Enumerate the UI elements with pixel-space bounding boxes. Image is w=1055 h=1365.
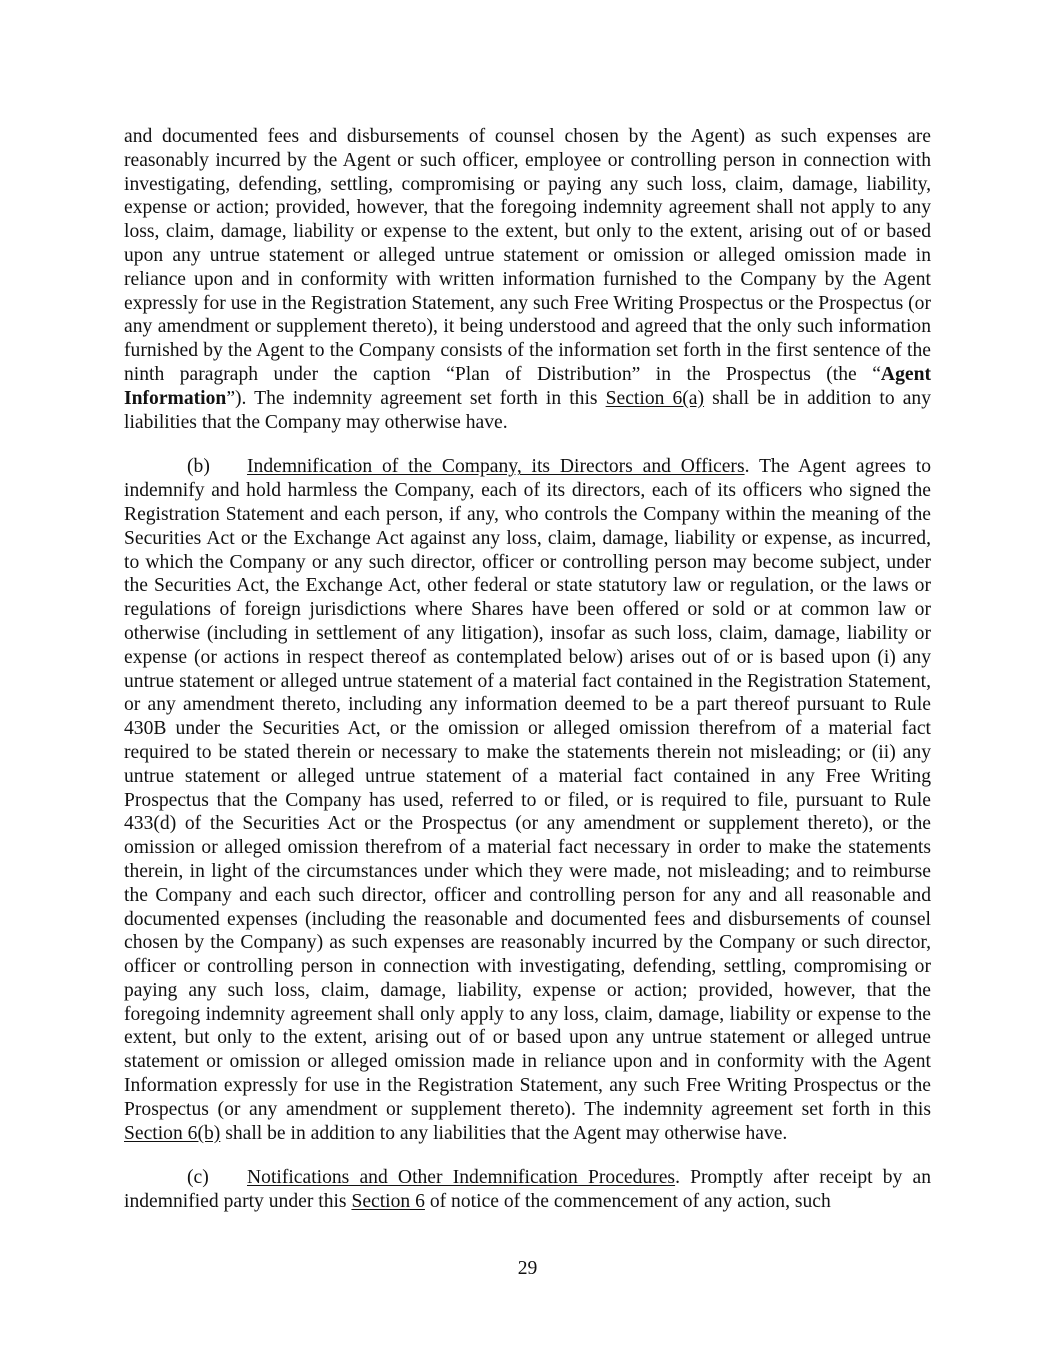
- document-body: [124, 125, 931, 1214]
- page-number: 29: [517, 1258, 538, 1279]
- paragraph-text: . The Agent agrees to indemnify and hold harmless the Company, each of its directors, each of its officers who signed the Registration Statement and each person, if any, who controls the Company within the meaning of the Securities Act or the Exchange Act against any loss, claim, damage, liability or expense, as incurred, to which the Company or any such director, officer or controlling person may become subject, under the Securities Act, the Exchange Act, other federal or state statutory law or regulation, or the laws or regulations of foreign jurisdictions where Shares have been offered or sold or at common law or otherwise (including in settlement of any litigation), insofar as such loss, claim, damage, liability or expense (or actions in respect thereof as contemplated below) arises out of or is based upon (i) any untrue statement or alleged untrue statement of a material fact contained in the Registration Statement, or any amendment thereto, including any information deemed to be a part thereof pursuant to Rule 430B under the Securities Act, or the omission or alleged omission therefrom of a material fact required to be stated therein or necessary to make the statements therein not misleading; or (ii) any untrue statement or alleged untrue statement of a material fact contained in any Free Writing Prospectus that the Company has used, referred to or filed, or is required to file, pursuant to Rule 433(d) of the Securities Act or the Prospectus (or any amendment or supplement thereto), or the omission or alleged omission therefrom of a material fact necessary in order to make the statements therein, in light of the circumstances under which they were made, not misleading; and to reimburse the Company and each such director, officer and controlling person for any and all reasonable and documented expenses (including the reasonable and documented fees and disbursements of counsel chosen by the Company) as such expenses are reasonably incurred by the Company or such director, officer or controlling person in connection with investigating, defending, settling, compromising or paying any such loss, claim, damage, liability, expense or action; provided, however, that the foregoing indemnity agreement shall only apply to any loss, claim, damage, liability or expense to the extent, but only to the extent, arising out of or based upon any untrue statement or alleged untrue statement or omission or alleged omission made in reliance upon and in conformity with the Agent Information expressly for use in the Registration Statement, any such Free Writing Prospectus or the Prospectus (or any amendment or supplement thereto). The indemnity agreement set forth in this: [124, 456, 931, 1120]
- paragraph-text: shall be in addition to any liabilities that the Agent may otherwise have.: [220, 1122, 788, 1144]
- paragraph-b: [124, 455, 931, 1145]
- section-reference-6b[interactable]: Section 6(b): [124, 1122, 221, 1144]
- paragraph-label-c: (c): [187, 1167, 209, 1189]
- paragraph-text: shall be in addition to any liabilities that the Company may otherwise have.: [124, 387, 931, 433]
- paragraph-text: ”). The indemnity agreement set forth in this: [226, 387, 606, 409]
- paragraph-heading-c: Notifications and Other Indemnification Procedures: [247, 1167, 676, 1189]
- section-reference-6a[interactable]: Section 6(a): [605, 387, 705, 409]
- paragraph-c: [124, 1166, 931, 1214]
- paragraph-text: . Promptly after receipt by an indemnified party under this: [124, 1167, 931, 1213]
- paragraph-heading-b: Indemnification of the Company, its Directors and Officers: [247, 456, 745, 478]
- paragraph-text: and documented fees and disbursements of counsel chosen by the Agent) as such expenses are reasonably incurred by the Agent or such officer, employee or controlling person in connection with investigating, defending, settling, compromising or paying any such loss, claim, damage, liability, expense or action; provided, however, that the foregoing indemnity agreement shall not apply to any loss, claim, damage, liability or expense to the extent, but only to the extent, arising out of or based upon any untrue statement or alleged untrue statement or omission or alleged omission made in reliance upon and in conformity with written information furnished to the Company by the Agent expressly for use in the Registration Statement, any such Free Writing Prospectus or the Prospectus (or any amendment or supplement thereto), it being understood and agreed that the only such information furnished by the Agent to the Company consists of the information set forth in the first sentence of the ninth paragraph under the caption “Plan of Distribution” in the Prospectus (the “: [124, 126, 931, 385]
- defined-term-agent-information: Agent Information: [124, 363, 931, 409]
- paragraph-label-b: (b): [187, 456, 210, 478]
- section-reference-6[interactable]: Section 6: [351, 1191, 425, 1213]
- paragraph-a-continuation: [124, 125, 931, 434]
- paragraph-text: of notice of the commencement of any action, such: [424, 1191, 831, 1213]
